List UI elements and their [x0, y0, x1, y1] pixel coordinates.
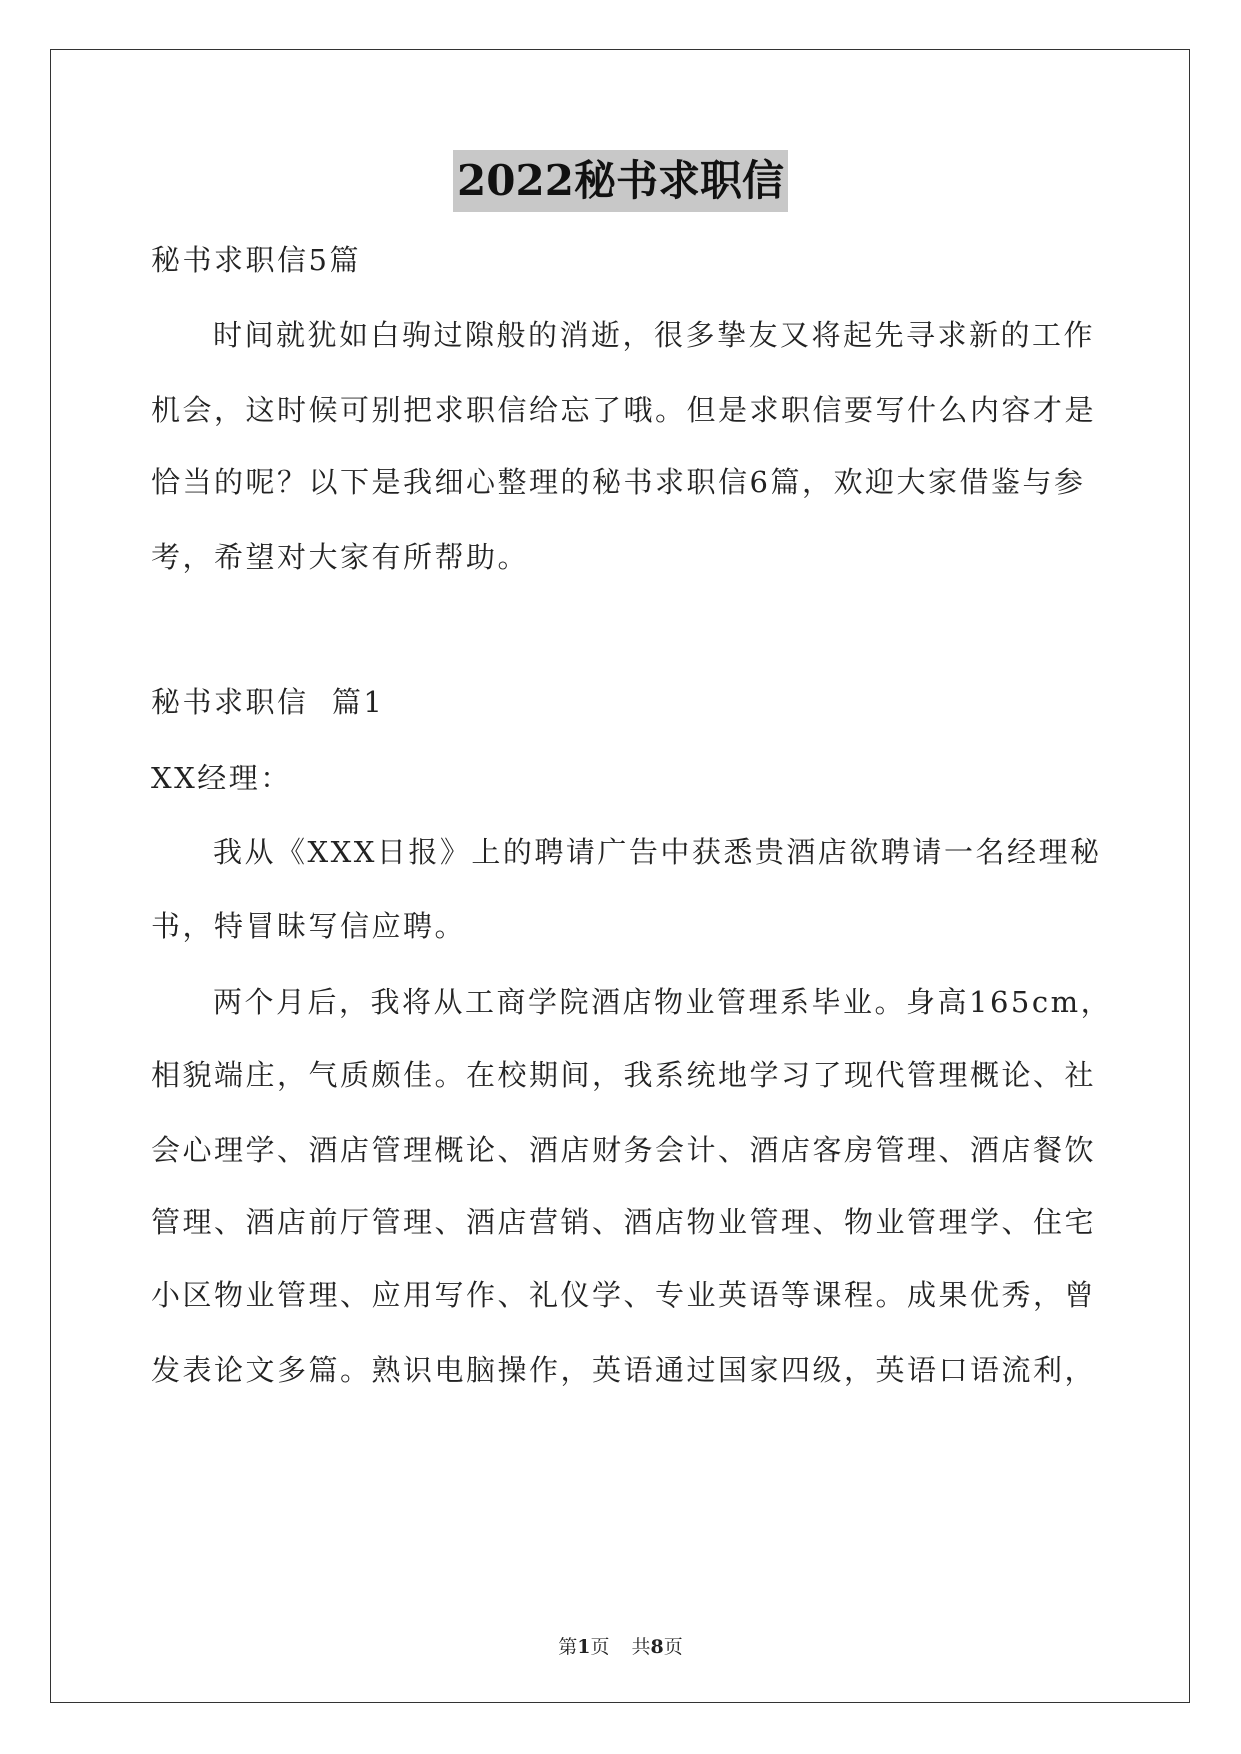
footer-total-pages: 8 — [650, 1636, 664, 1658]
footer-page-number: 1 — [577, 1636, 591, 1658]
intro-paragraph-line: 恰当的呢？以下是我细心整理的秘书求职信6篇，欢迎大家借鉴与参 — [151, 465, 1086, 499]
footer-total-suffix: 页 — [663, 1636, 683, 1658]
letter-paragraph-line: 会心理学、酒店管理概论、酒店财务会计、酒店客房管理、酒店餐饮 — [151, 1133, 1097, 1167]
subtitle-line: 秘书求职信5篇 — [151, 243, 361, 277]
letter-paragraph-line: 两个月后，我将从工商学院酒店物业管理系毕业。身高165cm， — [213, 985, 1113, 1019]
document-title: 2022秘书求职信 — [453, 150, 788, 212]
letter-paragraph-line: 发表论文多篇。熟识电脑操作，英语通过国家四级，英语口语流利， — [151, 1353, 1097, 1387]
letter-paragraph-line: 我从《XXX日报》上的聘请广告中获悉贵酒店欲聘请一名经理秘 — [213, 835, 1102, 869]
intro-paragraph-line: 考，希望对大家有所帮助。 — [151, 540, 530, 574]
section-heading: 秘书求职信 篇1 — [151, 685, 385, 719]
footer-page-prefix: 第 — [558, 1636, 578, 1658]
page-footer — [0, 1632, 1241, 1659]
page-border — [50, 49, 1190, 1703]
footer-total-prefix: 共 — [631, 1636, 651, 1658]
title-area — [0, 150, 1241, 212]
intro-paragraph-line: 机会，这时候可别把求职信给忘了哦。但是求职信要写什么内容才是 — [151, 393, 1097, 427]
footer-page-suffix: 页 — [590, 1636, 610, 1658]
letter-paragraph-line: 小区物业管理、应用写作、礼仪学、专业英语等课程。成果优秀，曾 — [151, 1278, 1097, 1312]
letter-paragraph-line: 管理、酒店前厅管理、酒店营销、酒店物业管理、物业管理学、住宅 — [151, 1205, 1097, 1239]
letter-paragraph-line: 相貌端庄，气质颇佳。在校期间，我系统地学习了现代管理概论、社 — [151, 1058, 1097, 1092]
intro-paragraph-line: 时间就犹如白驹过隙般的消逝，很多挚友又将起先寻求新的工作 — [213, 318, 1096, 352]
salutation: XX经理： — [151, 761, 292, 795]
letter-paragraph-line: 书，特冒昧写信应聘。 — [151, 909, 467, 943]
